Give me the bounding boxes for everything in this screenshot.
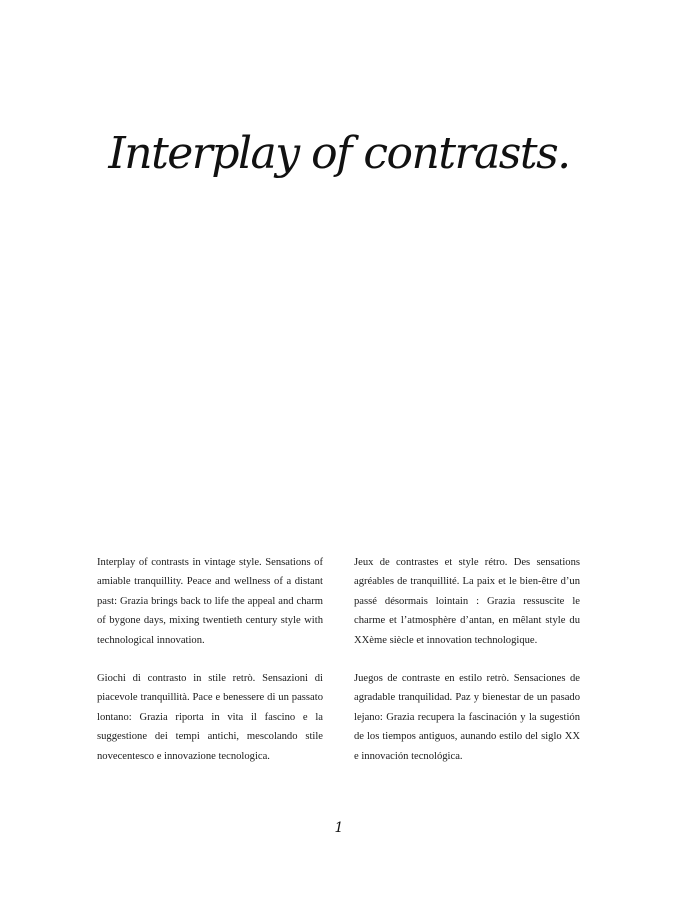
page-title: Interplay of contrasts. — [108, 128, 570, 179]
paragraph-english: Interplay of contrasts in vintage style. Sensations of amiable tranquillity. Peace and wellness of a distant past: Grazia brings back to life the appeal and charm of bygone days, mixing twentieth century style with technological innovation. — [97, 557, 323, 646]
paragraph-french: Jeux de contrastes et style rétro. Des sensations agréables de tranquillité. La paix et le bien-être d’un passé désormais lointain : Grazia ressuscite le charme et l’atmosphère d’antan, en mêlant style du XXème siècle et innovation technologique. — [354, 557, 580, 646]
paragraph-italian: Giochi di contrasto in stile retrò. Sensazioni di piacevole tranquillità. Pace e benessere di un passato lontano: Grazia riporta in vita il fascino e la suggestione dei tempi antichi, mescolando stile novecentesco e innovazione tecnologica. — [97, 673, 323, 762]
page-number: 1 — [334, 820, 344, 836]
paragraph-spanish: Juegos de contraste en estilo retrò. Sensaciones de agradable tranquilidad. Paz y bienestar de un pasado lejano: Grazia recupera la fascinación y la sugestión de los tiempos antiguos, aunando estilo del siglo XX e innovación tecnológica. — [354, 673, 580, 762]
